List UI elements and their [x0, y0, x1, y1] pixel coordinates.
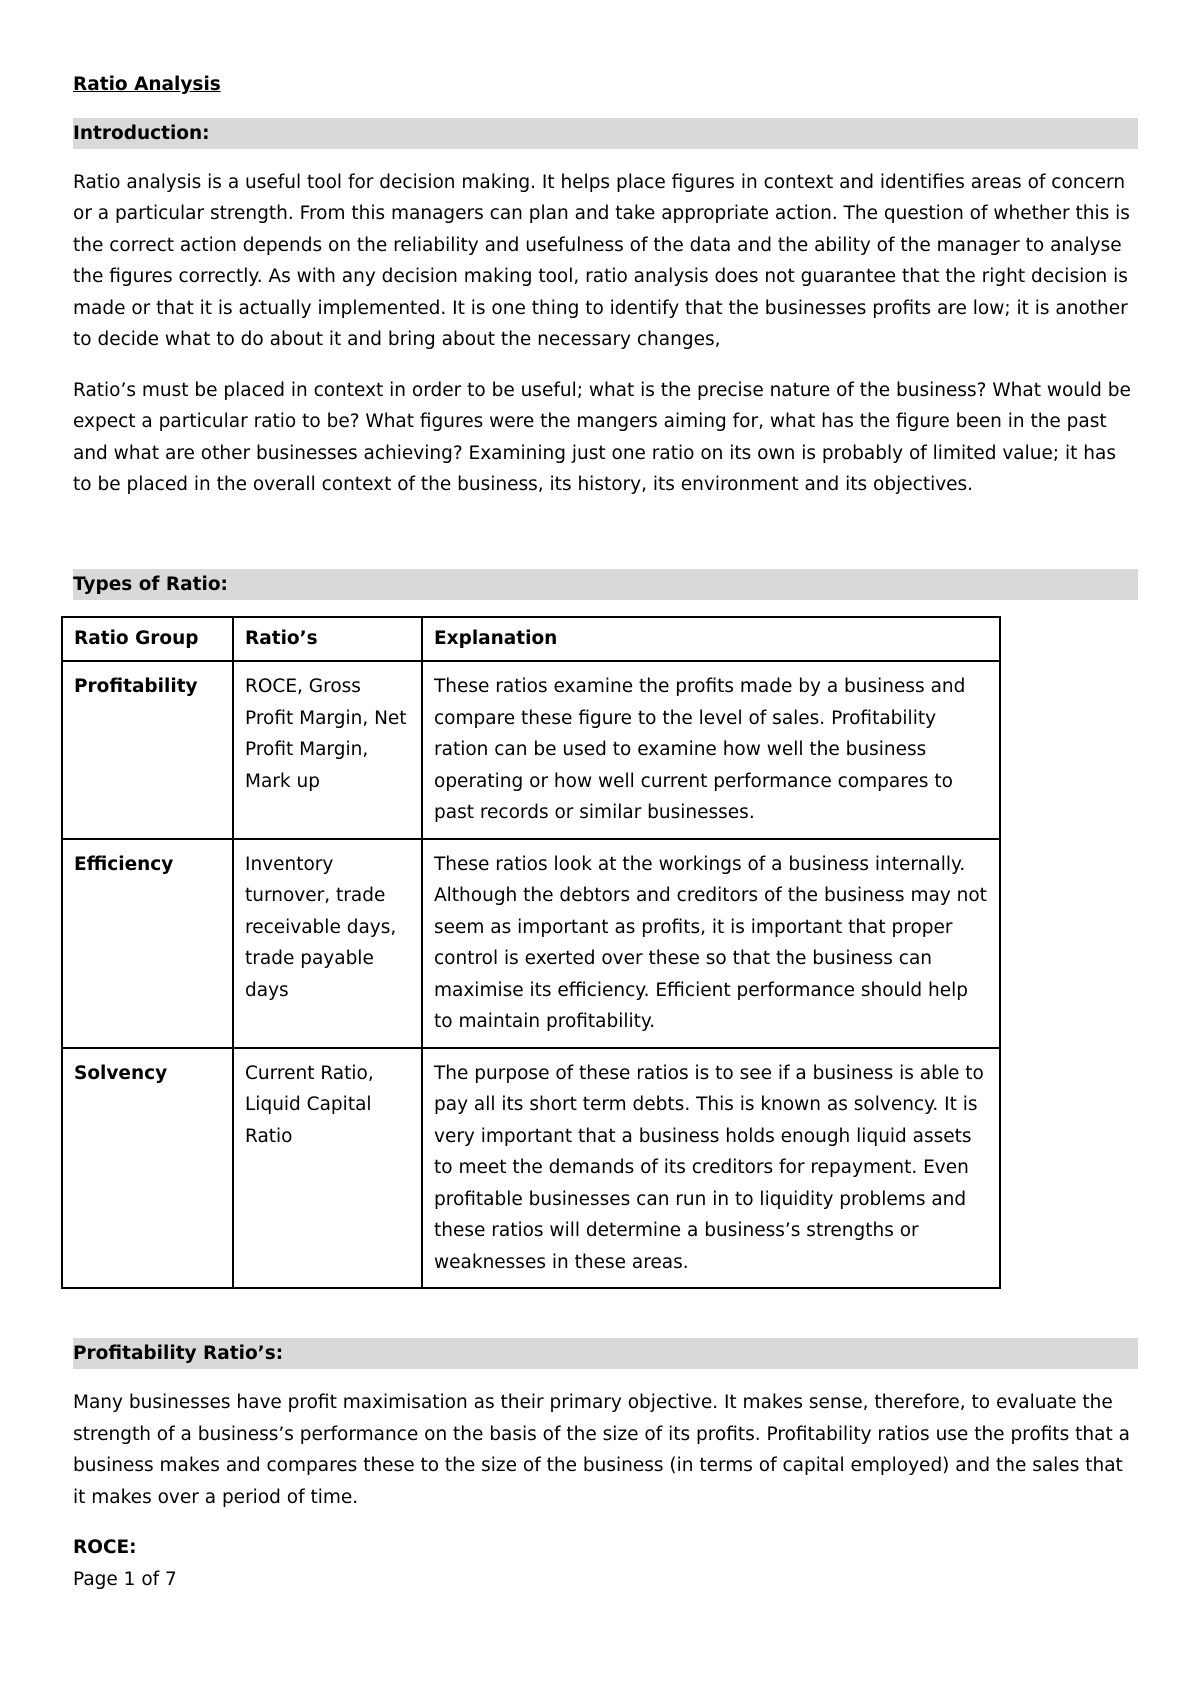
page-number-footer: Page 1 of 7	[73, 1568, 177, 1590]
column-header-explanation: Explanation	[422, 617, 1000, 662]
table-row	[62, 661, 1000, 839]
document-title: Ratio Analysis	[73, 74, 221, 95]
introduction-heading: Introduction:	[73, 118, 1138, 149]
ratio-group-cell: Solvency	[62, 1048, 233, 1289]
ratio-types-table	[61, 616, 1001, 1290]
document-page	[73, 69, 1138, 1595]
ratio-group-cell: Efficiency	[62, 839, 233, 1048]
ratio-group-cell: Profitability	[62, 661, 233, 839]
introduction-paragraph-2: Ratio’s must be placed in context in order to be useful; what is the precise nature of the business? What would be expect a particular ratio to be? What figures were the mangers aiming for, what has the figure been in the past and what are other businesses achieving? Examining just one ratio on its own is probably of limited value; it has to be placed in the overall context of the business, its history, its environment and its objectives.	[73, 379, 1131, 495]
column-header-ratios: Ratio’s	[233, 617, 422, 662]
explanation-cell: The purpose of these ratios is to see if a business is able to pay all its short term debts. This is known as solvency. It is very important that a business holds enough liquid assets to meet the demands of its creditors for repayment. Even profitable businesses can run in to liquidity problems and these ratios will determine a business’s strengths or weaknesses in these areas.	[422, 1048, 1000, 1289]
table-header-row	[62, 617, 1000, 662]
table-row	[62, 1048, 1000, 1289]
roce-subheading: ROCE:	[73, 1537, 137, 1558]
table-row	[62, 839, 1000, 1048]
ratios-cell: Current Ratio, Liquid Capital Ratio	[233, 1048, 422, 1289]
explanation-cell: These ratios look at the workings of a business internally. Although the debtors and creditors of the business may not seem as important as profits, it is important that proper control is exerted over these so that the business can maximise its efficiency. Efficient performance should help to maintain profitability.	[422, 839, 1000, 1048]
explanation-cell: These ratios examine the profits made by a business and compare these figure to the level of sales. Profitability ration can be used to examine how well the business operating or how well current performance compares to past records or similar businesses.	[422, 661, 1000, 839]
profitability-ratios-heading: Profitability Ratio’s:	[73, 1338, 1138, 1369]
types-of-ratio-heading: Types of Ratio:	[73, 569, 1138, 600]
ratios-cell: ROCE, Gross Profit Margin, Net Profit Margin, Mark up	[233, 661, 422, 839]
ratios-cell: Inventory turnover, trade receivable days, trade payable days	[233, 839, 422, 1048]
column-header-ratio-group: Ratio Group	[62, 617, 233, 662]
introduction-paragraph-1: Ratio analysis is a useful tool for decision making. It helps place figures in context and identifies areas of concern or a particular strength. From this managers can plan and take appropriate action. The question of whether this is the correct action depends on the reliability and usefulness of the data and the ability of the manager to analyse the figures correctly. As with any decision making tool, ratio analysis does not guarantee that the right decision is made or that it is actually implemented. It is one thing to identify that the businesses profits are low; it is another to decide what to do about it and bring about the necessary changes,	[73, 171, 1130, 350]
profitability-paragraph: Many businesses have profit maximisation as their primary objective. It makes sense, therefore, to evaluate the strength of a business’s performance on the basis of the size of its profits. Profitability ratios use the profits that a business makes and compares these to the size of the business (in terms of capital employed) and the sales that it makes over a period of time.	[73, 1392, 1130, 1508]
spacer	[73, 1289, 1138, 1338]
spacer	[73, 520, 1138, 569]
